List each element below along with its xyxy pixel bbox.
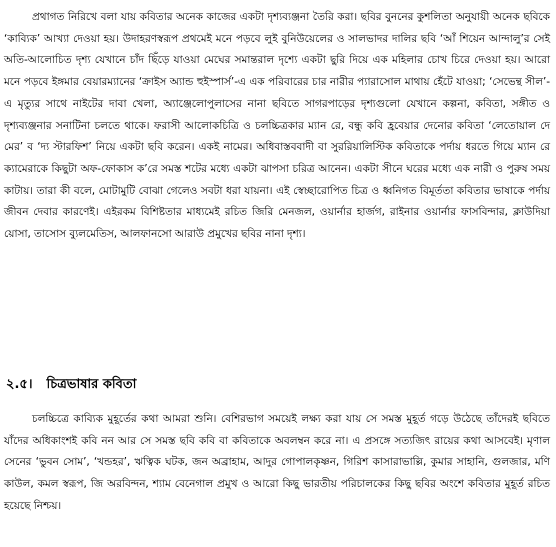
body-paragraph-2: চলচ্চিত্রে কাব্যিক মুহূর্তের কথা আমরা শুনি। বেশিরভাগ সময়েই লক্ষ্য করা যায় সে সমস্ত মুহূর্ত গড়ে উঠেছে তাঁদেরই ছবিতে যাঁদের অধিকাংশই কবি নন আর সে সমস্ত ছবি কবি বা কবিতাকে অবলম্বন করে না। এ প্রসঙ্গে সত্যজিৎ রায়ের কথা আসবেই। মৃণাল সেনের ‘ভুবন সোম’, ‘খন্ডহর’, ঋত্বিক ঘটক, জন অব্রাহাম, আদুর গোপালকৃষ্ণন, গিরিশ কাসারাভাল্লি, কুমার সাহানি, গুলজার, মণি কাউল, কমল স্বরূপ, জি অরবিন্দন, শ্যাম বেনেগাল প্রমুখ ও আরো কিছু ভারতীয় পরিচালকের কিছু ছবির অংশে কবিতার মুহূর্ত রচিত হয়েছে নিশ্চয়।	[4, 413, 550, 512]
body-paragraph-1: প্রথাগত নিরিখে বলা যায় কবিতার অনেক কাজের একটা দৃশ্যব্যঞ্জনা তৈরি করা। ছবির বুননের কুশলিতা অনুযায়ী অনেক ছবিকে ‘কাব্যিক’ আখ্যা দেওয়া হয়। উদাহরণস্বরূপ প্রথমেই মনে পড়বে লুই বুনিউয়েলের ও সালভাদর দালির ছবি ‘আঁ শিয়েন আন্দালু’র সেই অতি-আলোচিত দৃশ্য যেখানে চাঁদ ছিঁড়ে যাওয়া মেঘের সমান্তরাল দৃশ্যে একটা ছুরি দিয়ে এক মহিলার চোখ চিরে দেওয়া হয়। আরো মনে পড়বে ইঙ্গমার বেয়ারম্যানের ‘ক্রাইস অ্যান্ড হুইস্পার্স’-এ এক পরিবারের চার নারীর প্যারাসোল মাথায় হেঁটে যাওয়া; ‘সেভেন্থ সীল’-এ মৃত্যুর সাথে নাইটের দাবা খেলা, অ্যাঞ্জেলোপুলাসের নানা ছবিতে সাগরপাড়ের দৃশ্যগুলো যেখানে কল্পনা, কবিতা, সঙ্গীত ও দৃশ্যব্যঞ্জনার সনাটিনা চলতে থাকে। ফরাসী আলোকচিত্রি ও চলচ্চিত্রকার ম্যান রে, বন্ধু কবি হ্রবেয়ার দেনোর কবিতা ‘লেতোয়াল দে মের’ ব ‘দ্য স্টারফিশ’ নিয়ে একটা ছবি করেন। একই নামের। অধিবাস্তববাদী বা সুররিয়ালিস্টিক কবিতাকে পর্দায় ধরতে গিয়ে ম্যান রে ক্যামেরাকে কিছুটা অফ-ফোকাস ক’রে সমস্ত শটের মধ্যে একটা ঝাপসা চরিত্র আনেন। একটা সীনে ঘরের মধ্যে এক নারী ও পুরুষ সময় কাটায়। তারা কী বলে, মোটামুটি বোঝা গেলেও সবটা ধরা যায়না। এই স্বেচ্ছারোপিত চিত্র ও ধ্বনিগত বিমূর্ততা কবিতার ভাষাকে পর্দায় জীবন দেবার কারণেই। এইরকম বিশিষ্টতার মাধ্যমেই রচিত জিরি মেনজল, ওয়ার্নার হার্জগ, রাইনার ওয়ার্নার ফাসবিন্দার, ক্লাউদিয়া য়োসা, তাসোস ব্যুলমেতিস, আলফানসো আরাউ প্রমুখের ছবির নানা দৃশ্য।	[4, 11, 550, 241]
section-title: চিত্রভাষার কবিতা	[46, 377, 137, 392]
section-number: ২.৫।	[6, 377, 33, 392]
section-heading	[6, 374, 136, 396]
